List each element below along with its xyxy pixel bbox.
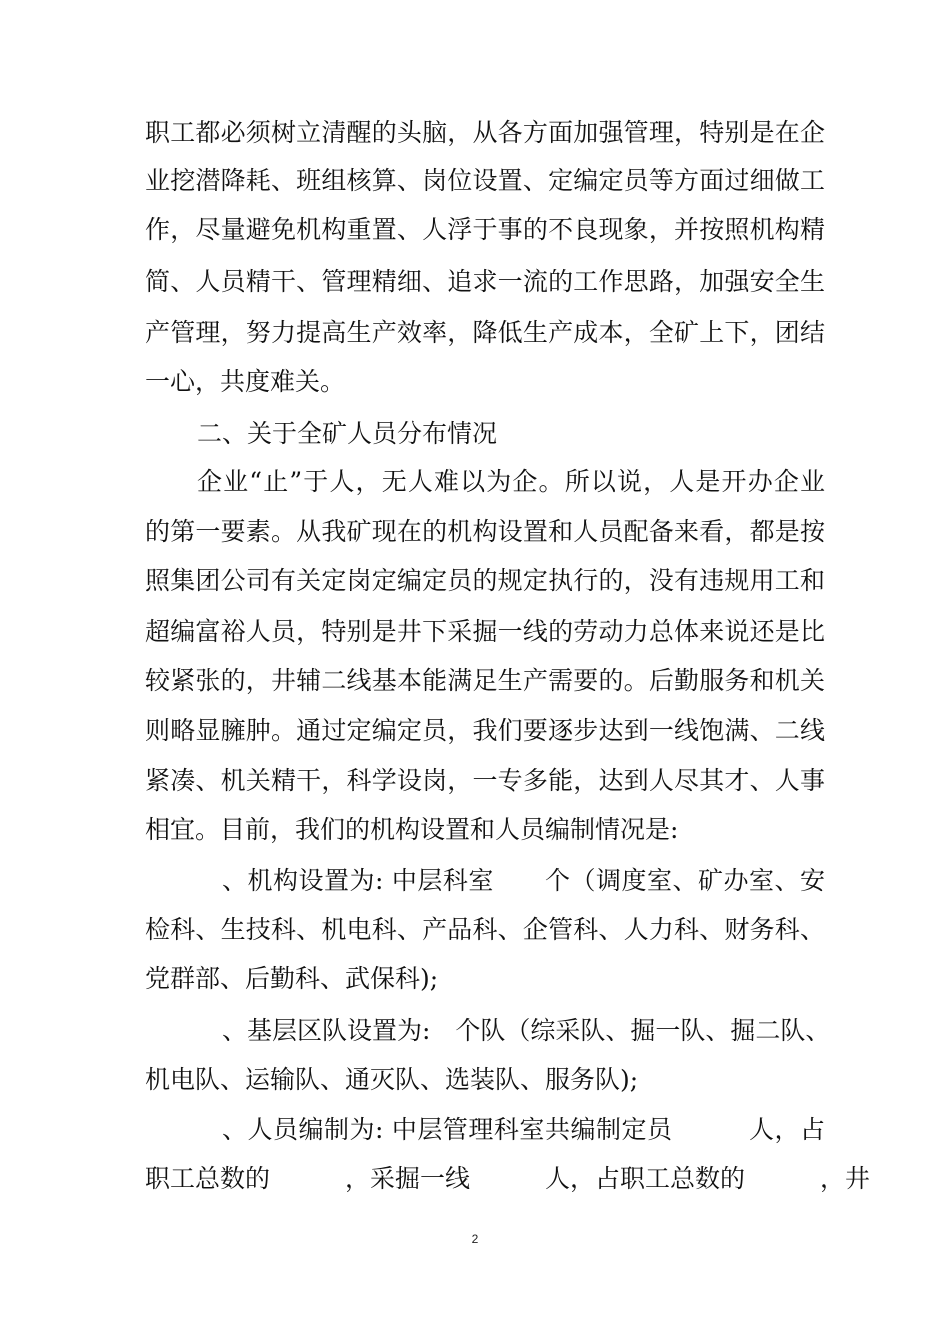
list-item-line: 检科、生技科、机电科、产品科、企管科、人力科、财务科、 bbox=[145, 915, 825, 944]
section-heading: 二、关于全矿人员分布情况 bbox=[197, 419, 498, 448]
body-text-line: 相宜。目前，我们的机构设置和人员编制情况是: bbox=[145, 815, 679, 844]
page-number: 2 bbox=[471, 1232, 479, 1246]
body-text-line: 业挖潜降耗、班组核算、岗位设置、定编定员等方面过细做工 bbox=[145, 166, 825, 195]
body-text-line: 的第一要素。从我矿现在的机构设置和人员配备来看，都是按 bbox=[145, 517, 825, 546]
list-item-line: 、基层区队设置为: 个队（综采队、掘一队、掘二队、 bbox=[222, 1016, 831, 1045]
list-item-line: 机电队、运输队、通灭队、选装队、服务队); bbox=[145, 1065, 639, 1094]
body-text-line: 职工都必须树立清醒的头脑，从各方面加强管理，特别是在企 bbox=[145, 118, 825, 147]
list-item-line: 、人员编制为: 中层管理科室共编制定员 人，占 bbox=[222, 1115, 825, 1144]
list-item-line: 党群部、后勤科、武保科); bbox=[145, 964, 439, 993]
body-text-line: 则略显臃肿。通过定编定员，我们要逐步达到一线饱满、二线 bbox=[145, 716, 825, 745]
body-text-line: 一心，共度难关。 bbox=[145, 367, 346, 396]
body-text-line: 企业“止”于人，无人难以为企。所以说，人是开办企业 bbox=[197, 467, 825, 496]
body-text-line: 超编富裕人员，特别是井下采掘一线的劳动力总体来说还是比 bbox=[145, 617, 825, 646]
body-text-line: 较紧张的，井辅二线基本能满足生产需要的。后勤服务和机关 bbox=[145, 666, 825, 695]
body-text-line: 简、人员精干、管理精细、追求一流的工作思路，加强安全生 bbox=[145, 267, 825, 296]
list-item-line: 职工总数的 ，采掘一线 人，占职工总数的 ，井 bbox=[145, 1164, 871, 1193]
list-item-line: 、机构设置为: 中层科室 个（调度室、矿办室、安 bbox=[222, 866, 825, 895]
body-text-line: 紧凑、机关精干，科学设岗，一专多能，达到人尽其才、人事 bbox=[145, 766, 825, 795]
body-text-line: 照集团公司有关定岗定编定员的规定执行的，没有违规用工和 bbox=[145, 566, 825, 595]
body-text-line: 作，尽量避免机构重置、人浮于事的不良现象，并按照机构精 bbox=[145, 215, 825, 244]
body-text-line: 产管理，努力提高生产效率，降低生产成本，全矿上下，团结 bbox=[145, 318, 825, 347]
